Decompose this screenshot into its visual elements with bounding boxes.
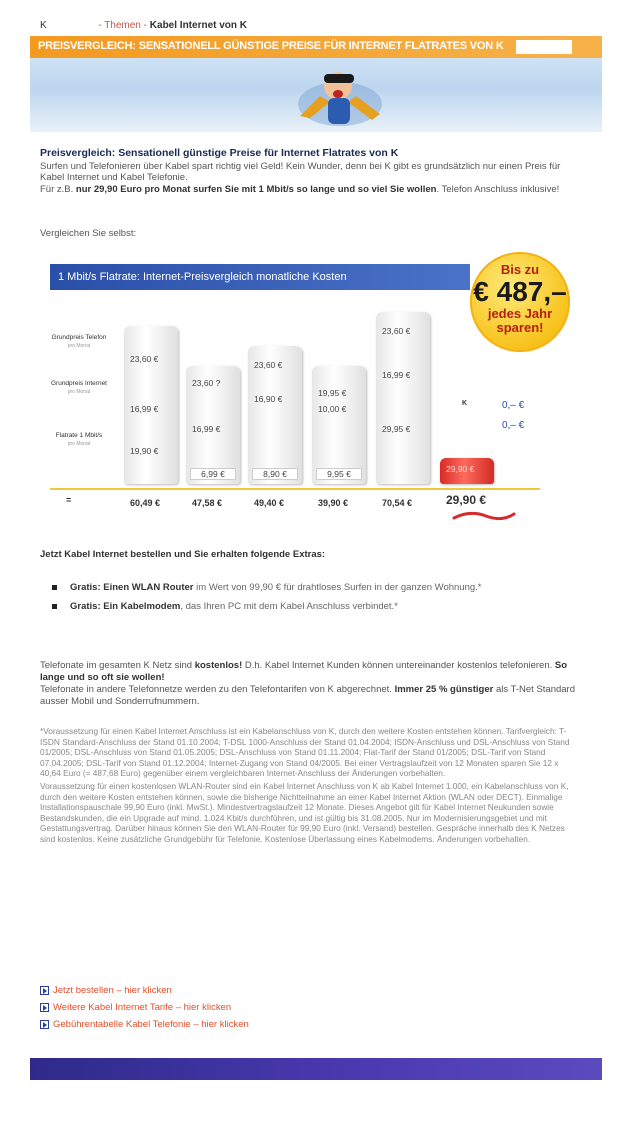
price-comparison-chart <box>40 262 576 524</box>
underline-mark <box>452 508 516 522</box>
price-value: 16,99 € <box>192 424 221 434</box>
zero-value: 0,– € <box>502 400 525 411</box>
bullet-icon <box>52 604 57 609</box>
fineprint <box>40 726 580 847</box>
total-value: 70,54 € <box>382 498 413 508</box>
intro-section <box>40 148 576 195</box>
arrow-right-icon <box>40 986 49 995</box>
price-value: 16,99 € <box>382 370 411 380</box>
price-value: 23,60 € <box>130 354 159 364</box>
k-mark: K <box>462 400 468 407</box>
banner-title: PREISVERGLEICH: SENSATIONELL GÜNSTIGE PREISE FÜR INTERNET FLATRATES VON K <box>38 40 504 52</box>
breadcrumb-separator: - <box>98 20 102 31</box>
price-value: 16,90 € <box>254 394 283 404</box>
list-item: Gratis: Einen WLAN Router im Wert von 99,90 € für drahtloses Surfen in der ganzen Wohnung.* <box>50 580 570 595</box>
breadcrumb-separator: - <box>143 20 147 31</box>
price-column <box>124 326 178 484</box>
fee-table-link[interactable]: Gebührentabelle Kabel Telefonie – hier klicken <box>40 1016 249 1033</box>
total-value: 39,90 € <box>318 498 349 508</box>
intro-heading: Preisvergleich: Sensationell günstige Preise für Internet Flatrates von K <box>40 147 399 159</box>
total-value: 47,58 € <box>192 498 223 508</box>
zero-value: 0,– € <box>502 420 525 431</box>
footer-bar <box>30 1058 602 1080</box>
row-label-telefon: Grundpreis Telefon pro Monat <box>51 334 107 349</box>
price-value: 19,90 € <box>130 446 159 456</box>
price-value-extra: 6,99 € <box>190 468 236 480</box>
row-label-internet: Grundpreis Internet pro Monat <box>50 380 107 395</box>
total-value: 29,90 € <box>446 493 487 507</box>
row-label-flatrate: Flatrate 1 Mbit/s pro Monat <box>55 432 103 447</box>
order-now-link[interactable]: Jetzt bestellen – hier klicken <box>40 982 249 999</box>
price-column <box>312 366 366 484</box>
price-column <box>376 312 430 484</box>
badge-line1: Bis zu <box>500 262 540 277</box>
price-value-extra: 8,90 € <box>252 468 298 480</box>
phone-paragraph-1: Telefonate im gesamten K Netz sind kostenlos! D.h. Kabel Internet Kunden können untereinander kostenlos telefonieren. So lange und so oft sie wollen! <box>40 660 568 683</box>
skydiver-image <box>280 56 400 132</box>
price-column <box>186 366 240 484</box>
total-value: 60,49 € <box>130 498 161 508</box>
more-tariffs-link[interactable]: Weitere Kabel Internet Tarife – hier klicken <box>40 999 249 1016</box>
total-value: 49,40 € <box>254 498 285 508</box>
chart-baseline <box>50 488 540 490</box>
breadcrumb-start[interactable]: K <box>40 20 47 31</box>
breadcrumb-current: Kabel Internet von K <box>149 20 248 31</box>
price-value: 16,99 € <box>130 404 159 414</box>
badge-line3: sparen! <box>496 320 544 335</box>
phone-info <box>40 660 576 708</box>
compare-text: Vergleichen Sie selbst: <box>40 228 137 239</box>
bullet-icon <box>52 585 57 590</box>
arrow-right-icon <box>40 1003 49 1012</box>
fineprint-paragraph: *Voraussetzung für einen Kabel Internet Anschluss ist ein Kabelanschluss von K, durch den weitere Kosten entstehen können. Tarifvergleich: T-ISDN Standard-Anschluss der Stand 01.10.2004; T-DSL 1000-Anschluss der Stand 01.04.2004; ISDN-Anschluss und DSL-Anschluss von Stand 01/2005; DSL-Anschluss von Stand 01.05.2005; DSL-Anschluss von Stand 01.11.2004; Flat-Tarif der Stand 01/2005; DSL-Tarif von Stand 07.04.2005; DSL-Tarif von Stand 01.12.2004; Internet-Zugang von Stand 04/2005. Bei einer Vertragslaufzeit von 12 Monaten sparen Sie 12 x 40,64 Euro (= 487,68 Euro) gegenüber einem vergleichbaren Internet-Anschluss der Änderungen vorbehalten. <box>40 726 570 779</box>
intro-paragraph: Surfen und Telefonieren über Kabel spart richtig viel Geld! Kein Wunder, denn bei K gibt es grundsätzlich nur einen Preis für Kabel Internet und Kabel Telefonie. <box>40 160 561 183</box>
extras-title: Jetzt Kabel Internet bestellen und Sie erhalten folgende Extras: <box>40 549 326 560</box>
price-value: 23,60 € <box>254 360 283 370</box>
equals-sign: = <box>66 495 72 505</box>
price-value: 29,95 € <box>382 424 411 434</box>
header-banner <box>30 36 602 132</box>
phone-paragraph-2: Telefonate in andere Telefonnetze werden zu den Telefontarifen von K abgerechnet. Immer 25 % günstiger als T-Net Standard ausser Mobil und Sonderrufnummern. <box>40 684 575 707</box>
price-column <box>248 346 302 484</box>
link-list <box>40 982 249 1033</box>
arrow-right-icon <box>40 1020 49 1029</box>
fineprint-paragraph: Voraussetzung für einen kostenlosen WLAN-Router sind ein Kabel Internet Anschluss von K ab Kabel Internet 1.000, ein Kabelanschluss von K, durch den weitere Kosten entstehen können, sowie die bisherige Nichtteilnahme an einer Kabel Internet Aktion (WLAN oder DECT). Einmalige Installationspauschale 99,90 Euro (inkl. MwSt.). Mindestvertragslaufzeit 12 Monate. Dieses Angebot gilt für Kabel Internet Neukunden sowie Bestandskunden, die ein Upgrade auf mind. 1.024 Kbit/s durchführen, und ist gültig bis 31.08.2005. Nur im Modernisierungsgebiet und mit Gestattungsvertrag. Darüber hinaus können Sie den WLAN-Router für 99,90 Euro (inkl. Versand) bestellen. Gespräche innerhalb des K Netzes sind kostenlos. Keine zusätzliche Grundgebühr für Telefonie. Kostenlose Überlassung eines Kabelmodems. Änderungen vorbehalten. <box>40 780 569 844</box>
badge-line2: jedes Jahr <box>487 306 553 321</box>
price-value: 10,00 € <box>318 404 347 414</box>
extras-list <box>50 580 570 618</box>
breadcrumb <box>40 20 247 31</box>
savings-badge <box>470 252 570 352</box>
price-value: 29,90 € <box>446 464 475 474</box>
price-value: 19,95 € <box>318 388 347 398</box>
list-item: Gratis: Ein Kabelmodem, das Ihren PC mit dem Kabel Anschluss verbindet.* <box>50 599 570 614</box>
price-value: 23,60 € <box>382 326 411 336</box>
price-value: 23,60 ? <box>192 378 221 388</box>
chart-title: 1 Mbit/s Flatrate: Internet-Preisvergleich monatliche Kosten <box>50 264 470 290</box>
price-column <box>440 458 494 484</box>
banner-redaction <box>516 40 572 54</box>
price-value-extra: 9,95 € <box>316 468 362 480</box>
breadcrumb-themes[interactable]: Themen <box>104 20 141 31</box>
badge-amount: € 487,– <box>473 276 567 307</box>
intro-offer: Für z.B. nur 29,90 Euro pro Monat surfen Sie mit 1 Mbit/s so lange und so viel Sie wollen. Telefon Anschluss inklusive! <box>40 183 560 195</box>
